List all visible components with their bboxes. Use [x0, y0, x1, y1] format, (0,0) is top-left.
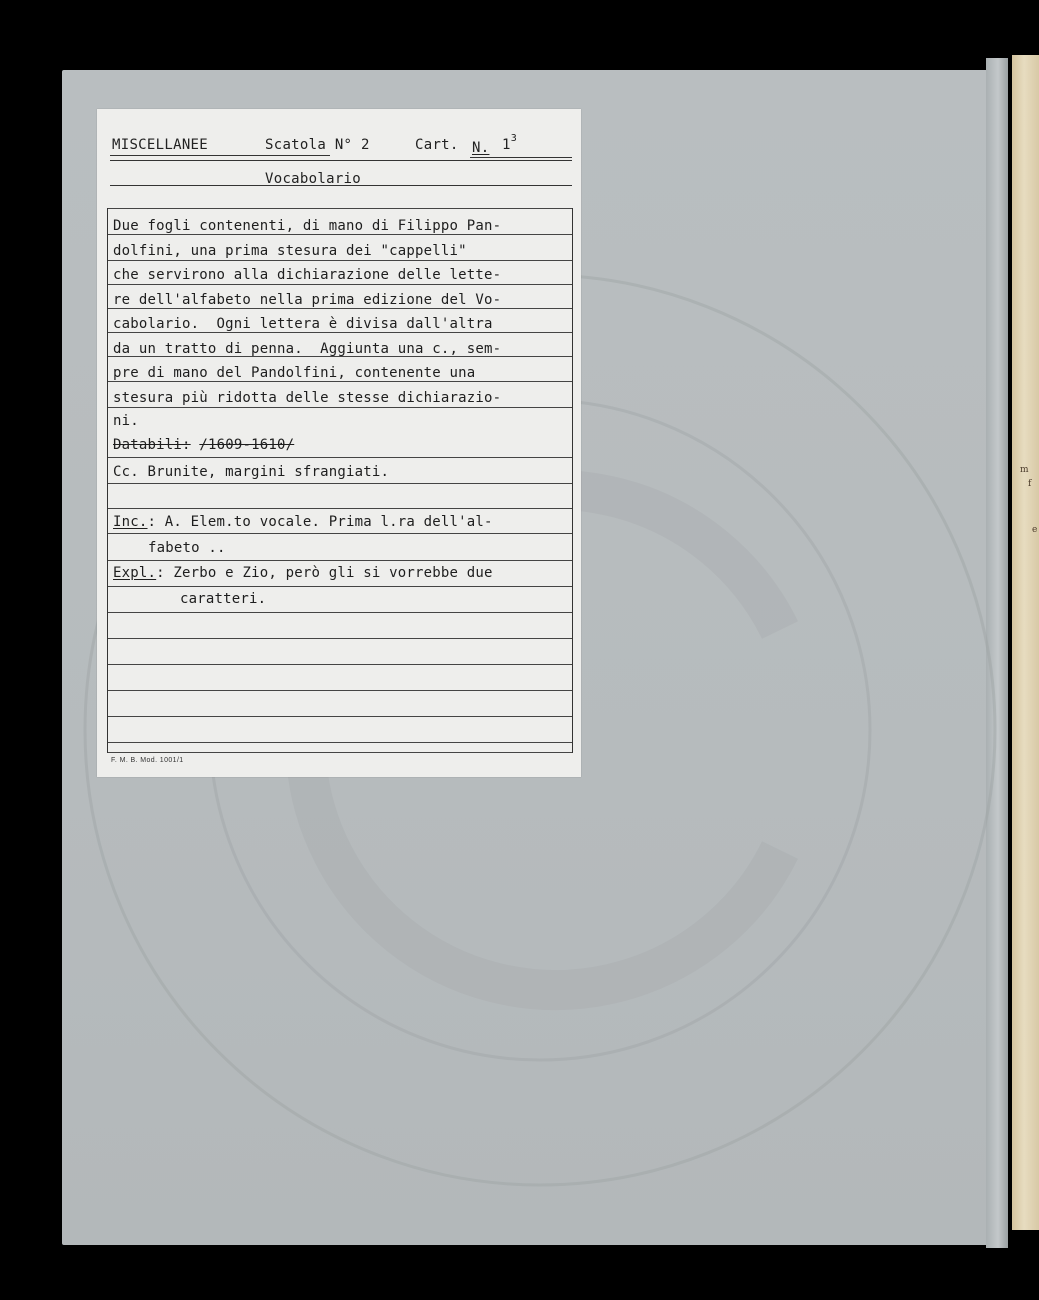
card-body [107, 208, 573, 753]
explicit-continuation: caratteri. [180, 591, 267, 607]
box-label: Scatola N° 2 [265, 137, 370, 153]
description-line: da un tratto di penna. Aggiunta una c., sem- [113, 341, 502, 357]
card-rule [108, 716, 572, 717]
description-line: stesura più ridotta delle stesse dichiarazio- [113, 390, 502, 406]
description-line: dolfini, una prima stesura dei "cappelli" [113, 243, 467, 259]
catalog-card [97, 109, 581, 777]
page-edge-mark: f [1028, 479, 1032, 489]
page-edge-mark: m [1020, 465, 1029, 475]
card-rule [108, 381, 572, 382]
card-rule [108, 533, 572, 534]
description-line: che servirono alla dichiarazione delle lette- [113, 267, 502, 283]
dating-line [113, 437, 294, 453]
collection-label: MISCELLANEE [112, 137, 209, 153]
folder-spine [986, 58, 1008, 1248]
dating-label: Databili: [113, 437, 191, 453]
card-header [110, 135, 570, 185]
card-rule [108, 407, 572, 408]
page-edge-mark: e [1032, 525, 1038, 535]
card-rule [108, 332, 572, 333]
card-rule [108, 284, 572, 285]
header-rule [110, 185, 572, 186]
dating-value: /1609-1610/ [199, 437, 295, 453]
card-rule [108, 208, 572, 209]
incipit-label: Inc. [113, 514, 148, 530]
card-rule [108, 457, 572, 458]
card-rule [108, 690, 572, 691]
folder-number-prefix: N. [472, 140, 490, 156]
card-rule [108, 586, 572, 587]
description-line: Due fogli contenenti, di mano di Filippo Pan- [113, 218, 502, 234]
inner-page-edge [1012, 55, 1039, 1230]
card-rule [108, 260, 572, 261]
folder-superscript: 3 [510, 133, 518, 144]
folder-number: $1^3$ [502, 133, 518, 153]
card-rule [108, 508, 572, 509]
subject-label: Vocabolario [265, 171, 362, 187]
card-rule [108, 483, 572, 484]
card-rule [108, 638, 572, 639]
folder-label: Cart. [415, 137, 459, 153]
incipit-continuation: fabeto .. [148, 540, 226, 556]
card-rule [108, 308, 572, 309]
explicit-line: Expl.: Zerbo e Zio, però gli si vorrebbe due [113, 565, 493, 581]
condition-line: Cc. Brunite, margini sfrangiati. [113, 464, 390, 480]
description-line: re dell'alfabeto nella prima edizione del Vo- [113, 292, 502, 308]
incipit-line: Inc.: A. Elem.to vocale. Prima l.ra dell'al- [113, 514, 493, 530]
explicit-label: Expl. [113, 565, 157, 581]
card-rule [108, 752, 572, 753]
header-rule [470, 157, 572, 158]
description-line: cabolario. Ogni lettera è divisa dall'altra [113, 316, 493, 332]
header-rule [110, 155, 330, 156]
card-rule [108, 612, 572, 613]
card-rule [108, 742, 572, 743]
card-rule [108, 234, 572, 235]
form-code: F. M. B. Mod. 1001/1 [111, 757, 184, 764]
card-rule [108, 664, 572, 665]
description-line: pre di mano del Pandolfini, contenente una [113, 365, 476, 381]
description-line: ni. [113, 413, 139, 429]
card-rule [108, 560, 572, 561]
